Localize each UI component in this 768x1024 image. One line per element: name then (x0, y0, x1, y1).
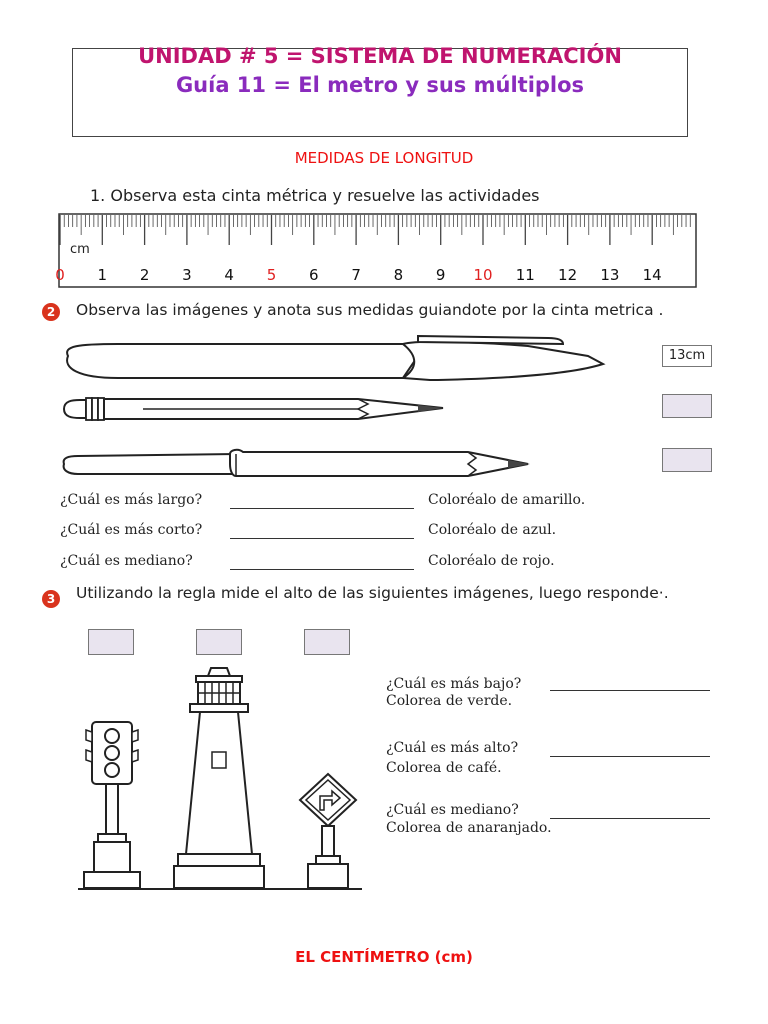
unit-title: UNIDAD # 5 = SISTEMA DE NUMERACIÓN (138, 44, 622, 68)
activity2-instruction: Observa las imágenes y anota sus medidas guiandote por la cinta metrica . (76, 301, 664, 319)
answer-line-shortest[interactable] (230, 538, 414, 539)
question-medium: ¿Cuál es mediano? (60, 553, 193, 569)
answer-line-tallest[interactable] (550, 756, 710, 757)
ruler-number: 5 (266, 266, 277, 284)
ruler-number: 14 (642, 266, 662, 284)
traffic-light-measure-box[interactable] (88, 629, 134, 655)
road-sign-measure-box[interactable] (304, 629, 350, 655)
ruler-number: 3 (182, 266, 192, 284)
ruler-number: 9 (435, 266, 446, 284)
ruler-number: 8 (393, 266, 404, 284)
color-instruction-shortest: Coloréalo de azul. (428, 522, 557, 538)
color-instruction-medium: Coloréalo de rojo. (428, 553, 555, 569)
color-instruction-tallest: Colorea de café. (386, 760, 502, 776)
ruler-number: 4 (224, 266, 234, 284)
ruler-number: 11 (515, 266, 535, 284)
question-tallest: ¿Cuál es más alto? (386, 740, 519, 756)
answer-line-longest[interactable] (230, 508, 414, 509)
question-medium-height: ¿Cuál es mediano? (386, 802, 519, 818)
section-heading: MEDIDAS DE LONGITUD (294, 149, 474, 167)
pencil-measure-box[interactable] (662, 394, 712, 418)
capped-pencil-measure-box[interactable] (662, 448, 712, 472)
question-longest: ¿Cuál es más largo? (60, 492, 203, 508)
ruler-number: 1 (97, 266, 108, 284)
capped-pencil-icon (58, 450, 538, 480)
question-lowest: ¿Cuál es más bajo? (386, 676, 522, 692)
step-3-bullet: 3 (42, 590, 60, 608)
road-sign-icon (296, 770, 360, 890)
measuring-tape (55, 212, 698, 290)
ruler-number: 13 (600, 266, 620, 284)
pencil-icon (58, 395, 448, 423)
pen-icon (58, 328, 608, 386)
lighthouse-icon (174, 664, 264, 890)
question-shortest: ¿Cuál es más corto? (60, 522, 203, 538)
ruler-number: 2 (139, 266, 150, 284)
ruler-number: 12 (558, 266, 578, 284)
ruler-number: 7 (351, 266, 361, 284)
answer-line-medium-height[interactable] (550, 818, 710, 819)
color-instruction-longest: Coloréalo de amarillo. (428, 492, 586, 508)
pen-measure-box[interactable]: 13cm (662, 345, 712, 367)
ruler-number: 6 (309, 266, 319, 284)
step-2-bullet: 2 (42, 303, 60, 321)
answer-line-medium[interactable] (230, 569, 414, 570)
ruler-unit-label: cm (70, 242, 90, 257)
ruler-number: 10 (473, 266, 493, 284)
ruler-graphic (55, 212, 698, 290)
color-instruction-lowest: Colorea de verde. (386, 693, 513, 709)
guide-title: Guía 11 = El metro y sus múltiplos (175, 73, 585, 97)
activity3-instruction: Utilizando la regla mide el alto de las siguientes imágenes, luego responde·. (76, 584, 669, 602)
color-instruction-medium-height: Colorea de anaranjado. (386, 820, 552, 836)
traffic-light-icon (80, 716, 144, 890)
footer-heading: EL CENTÍMETRO (cm) (295, 948, 473, 966)
ruler-number: 0 (55, 266, 65, 284)
activity1-instruction: 1. Observa esta cinta métrica y resuelve las actividades (90, 186, 540, 205)
lighthouse-measure-box[interactable] (196, 629, 242, 655)
answer-line-lowest[interactable] (550, 690, 710, 691)
